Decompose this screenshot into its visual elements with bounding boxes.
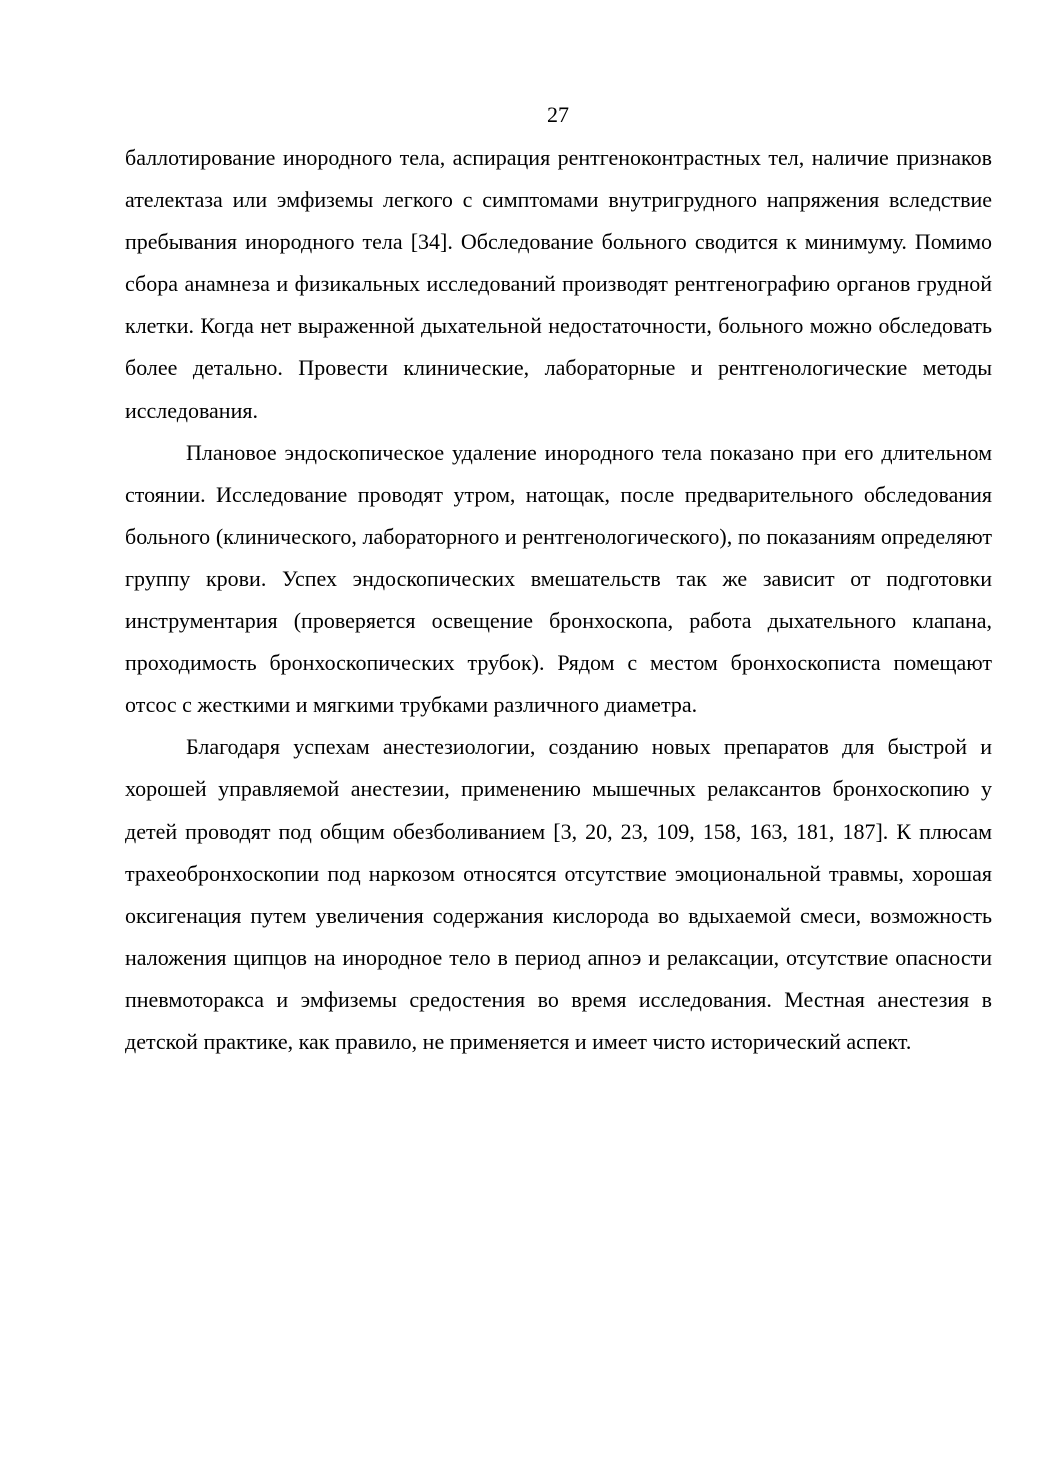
page-number: 27: [547, 102, 569, 127]
paragraph-1: баллотирование инородного тела, аспирация рентгеноконтрастных тел, наличие признаков ателектаза или эмфиземы легкого с симптомами внутригрудного напряжения вследствие пребывания инородного тела [34]. Обследование больного сводится к минимуму. Помимо сбора анамнеза и физикальных исследований производят рентгенографию органов грудной клетки. Когда нет выраженной дыхательной недостаточности, больного можно обследовать более детально. Провести клинические, лабораторные и рентгенологические методы исследования.: [125, 145, 992, 423]
paragraph-2: Плановое эндоскопическое удаление инородного тела показано при его длительном стоянии. Исследование проводят утром, натощак, после предварительного обследования больного (клинического, лабораторного и рентгенологического), по показаниям определяют группу крови. Успех эндоскопических вмешательств так же зависит от подготовки инструментария (проверяется освещение бронхоскопа, работа дыхательного клапана, проходимость бронхоскопических трубок). Рядом с местом бронхоскописта помещают отсос с жесткими и мягкими трубками различного диаметра.: [125, 439, 992, 718]
paragraph-3: Благодаря успехам анестезиологии, созданию новых препаратов для быстрой и хорошей управляемой анестезии, применению мышечных релаксантов бронхоскопию у детей проводят под общим обезболиванием [3, 20, 23, 109, 158, 163, 181, 187]. К плюсам трахеобронхоскопии под наркозом относятся отсутствие эмоциональной травмы, хорошая оксигенация путем увеличения содержания кислорода во вдыхаемой смеси, возможность наложения щипцов на инородное тело в период апноэ и релаксации, отсутствие опасности пневмоторакса и эмфиземы средостения во время исследования. Местная анестезия в детской практике, как правило, не применяется и имеет чисто исторический аспект.: [125, 734, 992, 1054]
body-text: [125, 137, 992, 1063]
